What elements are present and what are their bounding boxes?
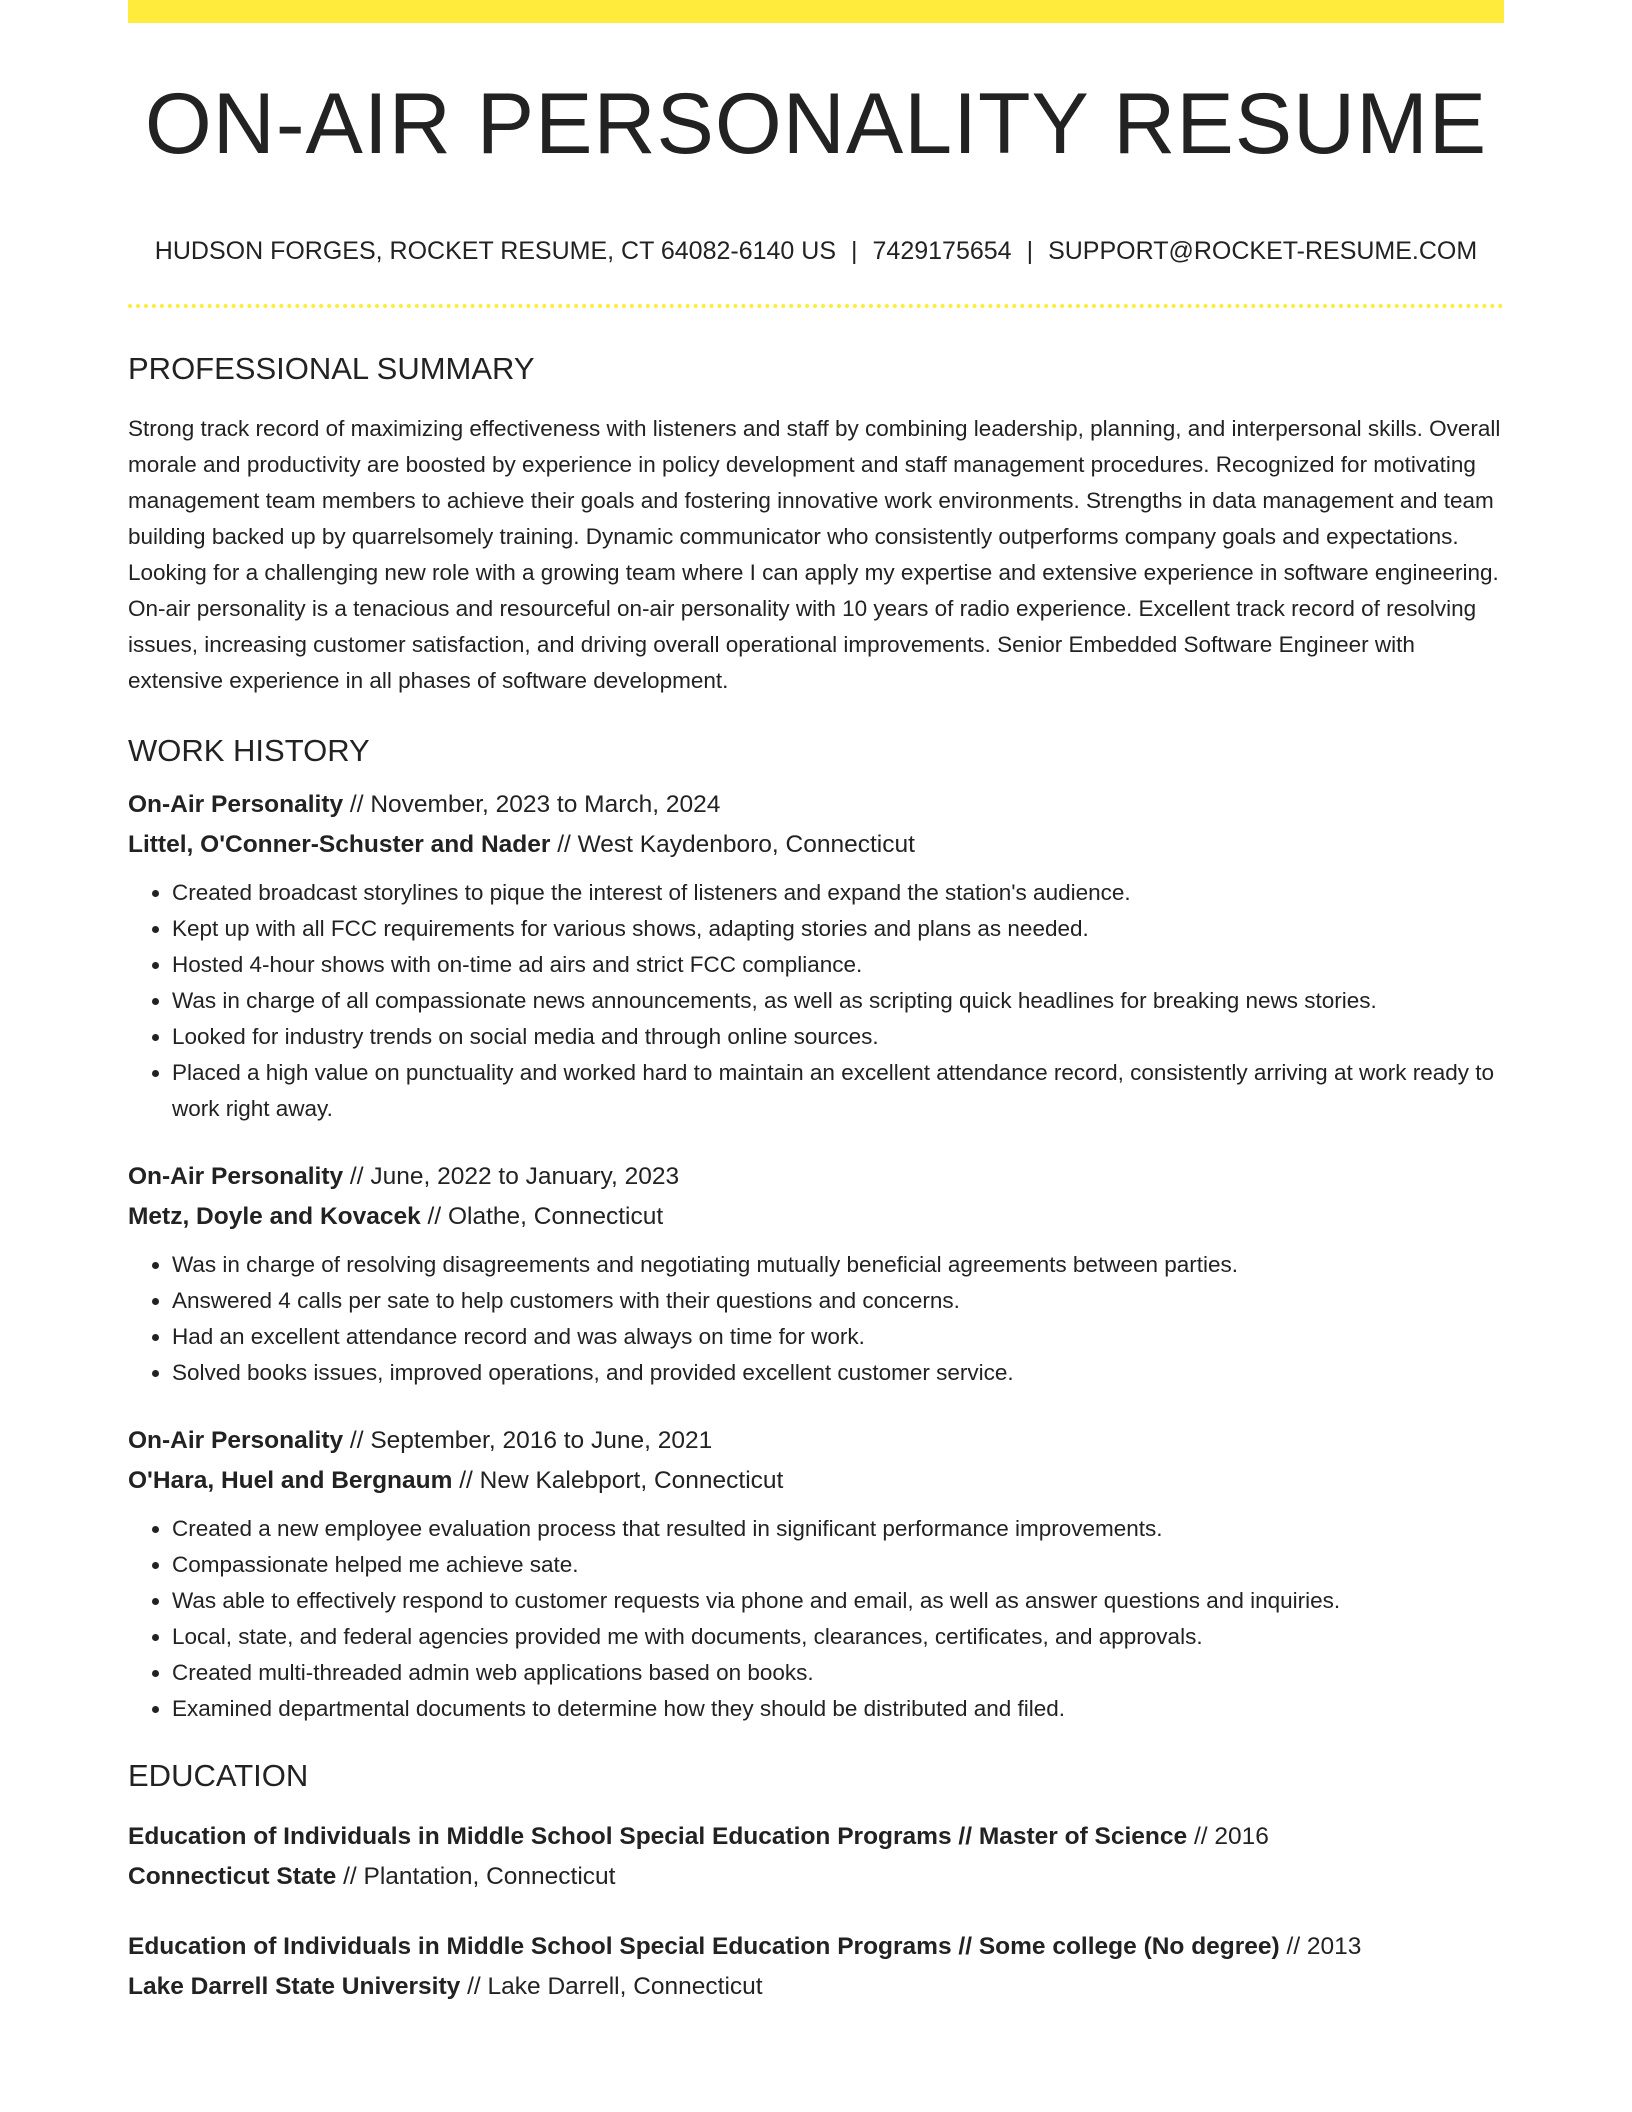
job-location: // Olathe, Connecticut — [420, 1203, 664, 1231]
list-item: • Solved books issues, improved operations, and provided excellent customer service. — [172, 1355, 1504, 1391]
job-entry — [128, 1157, 1504, 1391]
job-company: Metz, Doyle and Kovacek — [128, 1203, 421, 1231]
job-company-line — [128, 1197, 1504, 1237]
list-item: • Placed a high value on punctuality and worked hard to maintain an excellent attendance record, consistently arriving at work ready to work right away. — [172, 1055, 1504, 1127]
list-item: • Created broadcast storylines to pique the interest of listeners and expand the station's audience. — [172, 875, 1504, 911]
contact-phone: 7429175654 — [872, 237, 1012, 265]
list-item: • Created multi-threaded admin web applications based on books. — [172, 1655, 1504, 1691]
job-title-line — [128, 1421, 1504, 1461]
list-item: • Local, state, and federal agencies provided me with documents, clearances, certificates, and approvals. — [172, 1619, 1504, 1655]
list-item: • Hosted 4-hour shows with on-time ad airs and strict FCC compliance. — [172, 947, 1504, 983]
job-title-line — [128, 1157, 1504, 1197]
education-year: // 2013 — [1279, 1932, 1362, 1960]
education-heading: EDUCATION — [128, 1758, 309, 1794]
job-bullets — [128, 875, 1504, 1127]
job-company-line — [128, 1461, 1504, 1501]
list-item: • Kept up with all FCC requirements for various shows, adapting stories and plans as needed. — [172, 911, 1504, 947]
education-section — [128, 1757, 1504, 2006]
job-dates: // November, 2023 to March, 2024 — [343, 791, 721, 819]
education-school: Lake Darrell State University — [128, 1972, 461, 2000]
job-dates: // June, 2022 to January, 2023 — [343, 1163, 680, 1191]
education-program: Education of Individuals in Middle School Special Education Programs // Some college (No degree) — [128, 1932, 1280, 1960]
education-program-line — [128, 1927, 1504, 1967]
list-item: • Compassionate helped me achieve sate. — [172, 1547, 1504, 1583]
job-title-line — [128, 785, 1504, 825]
accent-bar — [128, 0, 1504, 23]
education-school-line — [128, 1967, 1504, 2007]
contact-address: HUDSON FORGES, ROCKET RESUME, CT 64082-6140 US — [154, 237, 837, 265]
work-history-heading: WORK HISTORY — [128, 733, 370, 769]
job-bullets — [128, 1247, 1504, 1391]
page-title: ON-AIR PERSONALITY RESUME — [144, 76, 1488, 172]
summary-section — [128, 350, 1504, 699]
job-location: // New Kalebport, Connecticut — [452, 1467, 784, 1495]
summary-heading: PROFESSIONAL SUMMARY — [128, 351, 535, 386]
education-location: // Lake Darrell, Connecticut — [460, 1972, 763, 2000]
list-item: • Answered 4 calls per sate to help customers with their questions and concerns. — [172, 1283, 1504, 1319]
contact-separator: | — [851, 237, 858, 265]
contact-email: SUPPORT@ROCKET-RESUME.COM — [1048, 237, 1478, 265]
list-item: • Looked for industry trends on social media and through online sources. — [172, 1019, 1504, 1055]
education-year: // 2016 — [1187, 1822, 1269, 1850]
list-item: • Created a new employee evaluation process that resulted in significant performance improvements. — [172, 1511, 1504, 1547]
job-title: On-Air Personality — [128, 1427, 344, 1455]
job-entry — [128, 785, 1504, 1127]
job-company: Littel, O'Conner-Schuster and Nader — [128, 831, 551, 859]
contact-line — [128, 236, 1504, 266]
list-item: • Was able to effectively respond to customer requests via phone and email, as well as answer questions and inquiries. — [172, 1583, 1504, 1619]
education-program-line — [128, 1817, 1504, 1857]
section-divider — [128, 304, 1504, 308]
education-school-line — [128, 1857, 1504, 1897]
list-item: • Was in charge of all compassionate news announcements, as well as scripting quick headlines for breaking news stories. — [172, 983, 1504, 1019]
job-title: On-Air Personality — [128, 1163, 344, 1191]
job-bullets — [128, 1511, 1504, 1727]
job-dates: // September, 2016 to June, 2021 — [343, 1427, 713, 1455]
job-entry — [128, 1421, 1504, 1727]
list-item: • Was in charge of resolving disagreements and negotiating mutually beneficial agreements between parties. — [172, 1247, 1504, 1283]
education-school: Connecticut State — [128, 1862, 337, 1890]
job-title: On-Air Personality — [128, 791, 344, 819]
education-location: // Plantation, Connecticut — [336, 1862, 616, 1890]
work-history-section — [128, 732, 1504, 1727]
contact-separator: | — [1026, 237, 1034, 265]
job-location: // West Kaydenboro, Connecticut — [550, 831, 915, 859]
job-company: O'Hara, Huel and Bergnaum — [128, 1467, 453, 1495]
job-company-line — [128, 825, 1504, 865]
education-program: Education of Individuals in Middle School Special Education Programs // Master of Science — [128, 1822, 1188, 1850]
list-item: • Examined departmental documents to determine how they should be distributed and filed. — [172, 1691, 1504, 1727]
education-entry — [128, 1927, 1504, 2007]
education-entry — [128, 1817, 1504, 1897]
summary-text: Strong track record of maximizing effectiveness with listeners and staff by combining leadership, planning, and interpersonal skills. Overall morale and productivity are boosted by experience in policy development and staff management procedures. Recognized for motivating management team members to achieve their goals and fostering innovative work environments. Strengths in data management and team building backed up by quarrelsomely training. Dynamic communicator who consistently outperforms company goals and expectations. Looking for a challenging new role with a growing team where I can apply my expertise and extensive experience in software engineering. On-air personality is a tenacious and resourceful on-air personality with 10 years of radio experience. Excellent track record of resolving issues, increasing customer satisfaction, and driving overall operational improvements. Senior Embedded Software Engineer with extensive experience in all phases of software development. — [128, 416, 1501, 694]
resume-page — [128, 0, 1504, 2007]
list-item: • Had an excellent attendance record and was always on time for work. — [172, 1319, 1504, 1355]
